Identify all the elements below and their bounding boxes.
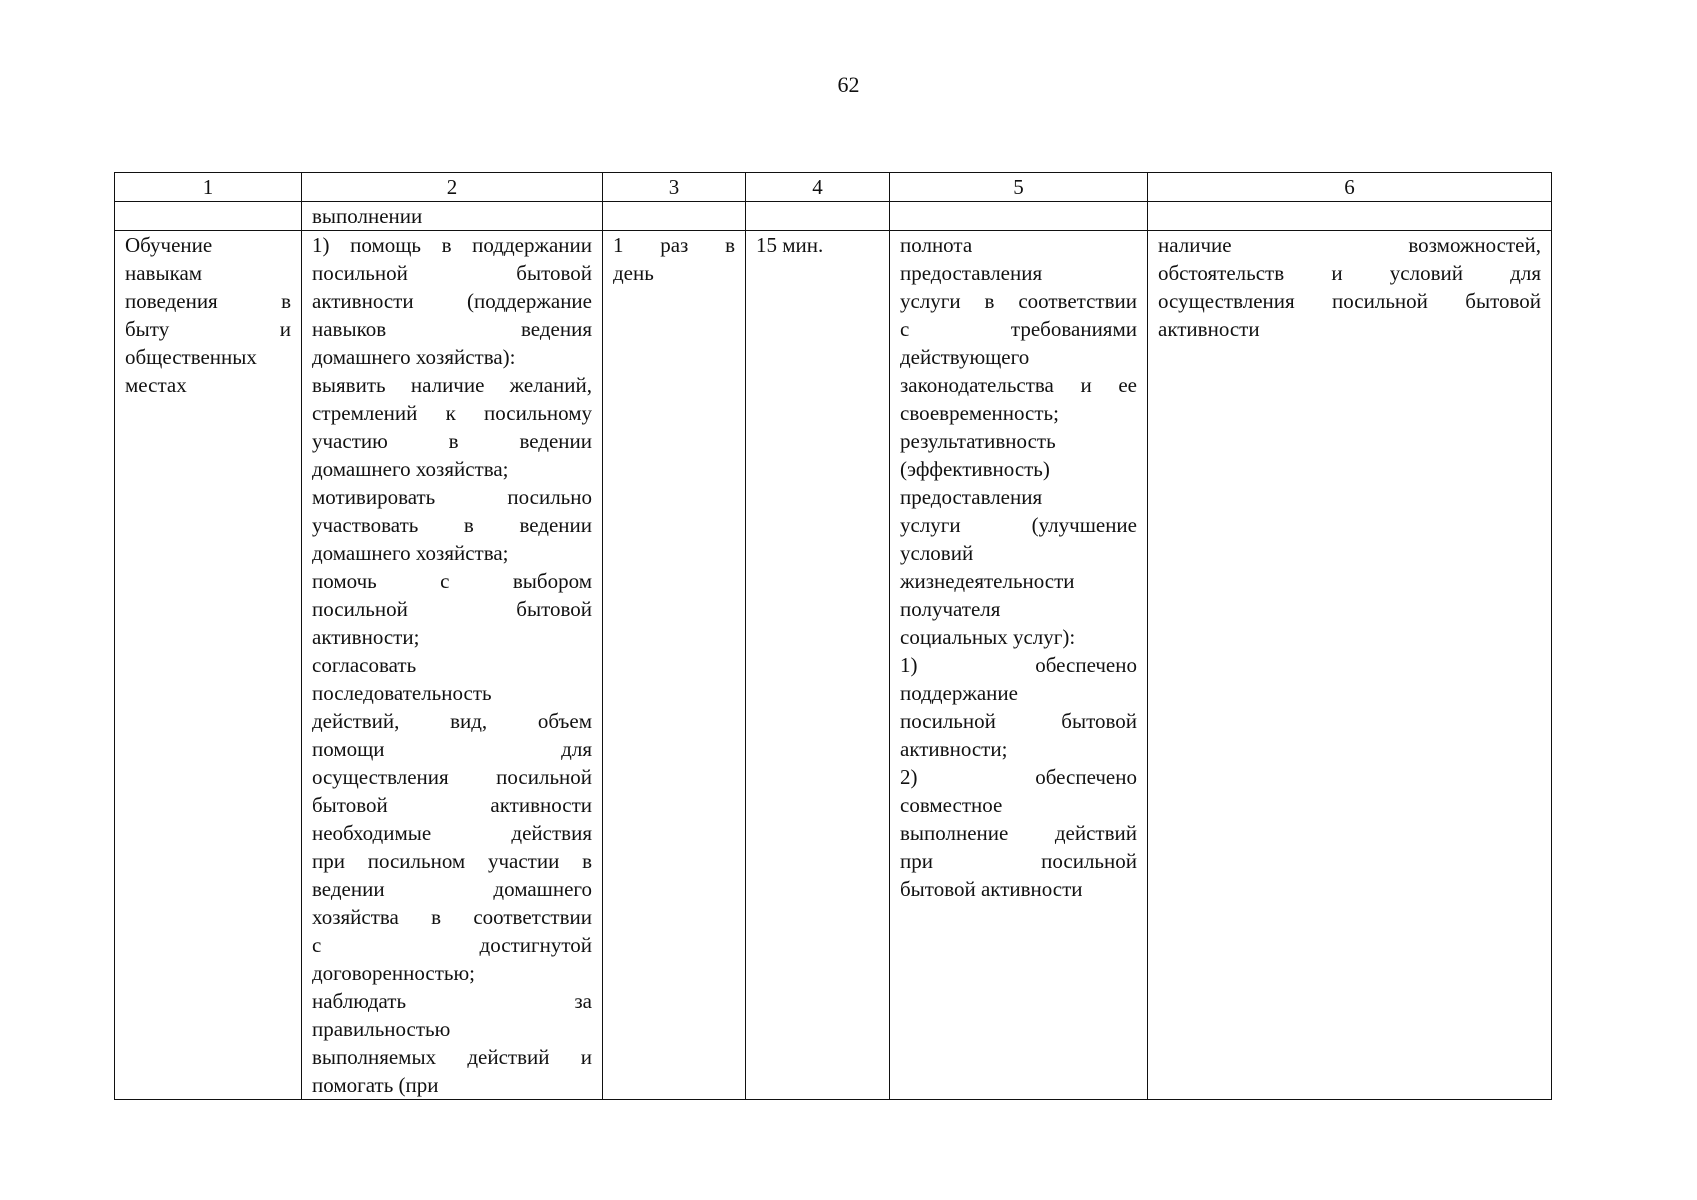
text-line: домашнего хозяйства): xyxy=(312,345,516,369)
services-table xyxy=(114,172,1552,1100)
text-line: 2) обеспечено xyxy=(900,765,1137,789)
continuation-cell-6 xyxy=(1148,202,1552,231)
text-line: получателя xyxy=(900,597,1001,621)
text-line: стремлений к посильному xyxy=(312,401,592,425)
text-line: услуги (улучшение xyxy=(900,513,1137,537)
text-line: участвовать в ведении xyxy=(312,513,592,537)
text-line: активности; xyxy=(312,625,420,649)
text-line: результативность xyxy=(900,429,1056,453)
column-number-3: 3 xyxy=(603,173,746,202)
text-line: действий, вид, объем xyxy=(312,709,592,733)
text-line: 1 раз в xyxy=(613,233,735,257)
text-line: навыков ведения xyxy=(312,317,592,341)
text-line: помощи для xyxy=(312,737,592,761)
text-line: активности xyxy=(1158,317,1260,341)
text-line: предоставления xyxy=(900,261,1043,285)
text-line: предоставления xyxy=(900,485,1043,509)
text-line: услуги в соответствии xyxy=(900,289,1137,313)
text-line: бытовой активности xyxy=(312,793,592,817)
text-line: общественных xyxy=(125,345,257,369)
text-line: день xyxy=(613,261,654,285)
text-line: быту и xyxy=(125,317,291,341)
text-line: 1) обеспечено xyxy=(900,653,1137,677)
text-line: бытовой активности xyxy=(900,877,1083,901)
text-line: жизнедеятельности xyxy=(900,569,1075,593)
quality-indicators-cell xyxy=(890,231,1148,1100)
text-line: выполняемых действий и xyxy=(312,1045,592,1069)
text-line: активности (поддержание xyxy=(312,289,592,313)
text-line: активности; xyxy=(900,737,1008,761)
text-line: договоренностью; xyxy=(312,961,475,985)
continuation-cell-5 xyxy=(890,202,1148,231)
text-line: осуществления посильной xyxy=(312,765,592,789)
text-line: посильной бытовой xyxy=(312,261,592,285)
text-line: необходимые действия xyxy=(312,821,592,845)
continuation-cell-1 xyxy=(115,202,302,231)
text-line: с требованиями xyxy=(900,317,1137,341)
text-line: наличие возможностей, xyxy=(1158,233,1541,257)
text-line: поддержание xyxy=(900,681,1018,705)
column-number-6: 6 xyxy=(1148,173,1552,202)
text-line: ведении домашнего xyxy=(312,877,592,901)
column-number-5: 5 xyxy=(890,173,1148,202)
column-number-1: 1 xyxy=(115,173,302,202)
text-line: при посильном участии в xyxy=(312,849,592,873)
text-line: 1) помощь в поддержании xyxy=(312,233,592,257)
text-line: местах xyxy=(125,373,187,397)
column-number-4: 4 xyxy=(746,173,890,202)
text-line: домашнего хозяйства; xyxy=(312,541,509,565)
text-line: мотивировать посильно xyxy=(312,485,592,509)
text-line: поведения в xyxy=(125,289,291,313)
text-line: выполнение действий xyxy=(900,821,1137,845)
text-line: навыкам xyxy=(125,261,203,285)
text-line: полнота xyxy=(900,233,973,257)
text-line: с достигнутой xyxy=(312,933,592,957)
page-number: 62 xyxy=(837,72,860,97)
text-line: домашнего хозяйства; xyxy=(312,457,509,481)
text-line: социальных услуг): xyxy=(900,625,1076,649)
text-line: помогать (при xyxy=(312,1073,439,1097)
text-line: обстоятельств и условий для xyxy=(1158,261,1541,285)
header-row xyxy=(115,173,1552,202)
text-line: условий xyxy=(900,541,974,565)
text-line: хозяйства в соответствии xyxy=(312,905,592,929)
text-line: согласовать xyxy=(312,653,417,677)
conditions-cell xyxy=(1148,231,1552,1100)
text-line: помочь с выбором xyxy=(312,569,592,593)
continuation-cell-2: выполнении xyxy=(302,202,603,231)
duration-cell xyxy=(746,231,890,1100)
continuation-row xyxy=(115,202,1552,231)
text-line: посильной бытовой xyxy=(312,597,592,621)
text-line: своевременность; xyxy=(900,401,1059,425)
text-line: выявить наличие желаний, xyxy=(312,373,592,397)
text-line: посильной бытовой xyxy=(900,709,1137,733)
text-line: совместное xyxy=(900,793,1003,817)
text-line: (эффективность) xyxy=(900,457,1050,481)
service-name-cell xyxy=(115,231,302,1100)
text-line: последовательность xyxy=(312,681,492,705)
text-line: участию в ведении xyxy=(312,429,592,453)
continuation-cell-3 xyxy=(603,202,746,231)
text-line: законодательства и ее xyxy=(900,373,1137,397)
text-line: правильностью xyxy=(312,1017,451,1041)
column-number-2: 2 xyxy=(302,173,603,202)
text-line: 15 мин. xyxy=(756,233,824,257)
text-line: Обучение xyxy=(125,233,213,257)
text-line: осуществления посильной бытовой xyxy=(1158,289,1541,313)
service-content-cell xyxy=(302,231,603,1100)
text-line: наблюдать за xyxy=(312,989,592,1013)
frequency-cell xyxy=(603,231,746,1100)
continuation-cell-4 xyxy=(746,202,890,231)
text-line: действующего xyxy=(900,345,1030,369)
text-line: при посильной xyxy=(900,849,1137,873)
table-row xyxy=(115,231,1552,1100)
